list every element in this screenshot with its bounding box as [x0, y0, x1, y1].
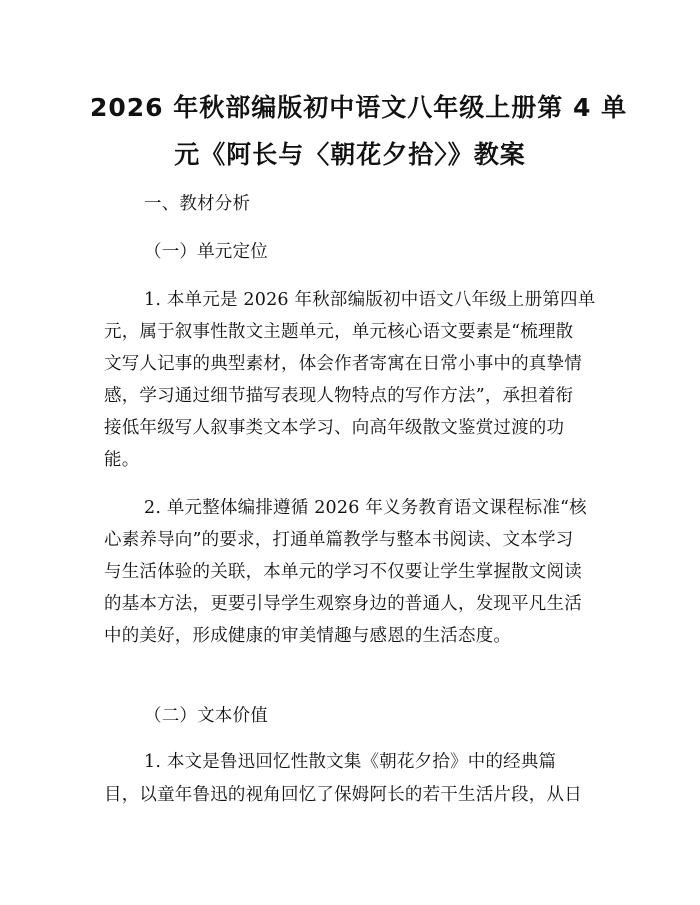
paragraph-2-line: 的基本方法，更要引导学生观察身边的普通人，发现平凡生活 [104, 594, 582, 614]
paragraph-2-line: 2. 单元整体编排遵循 2026 年义务教育语文课程标准“核 [144, 498, 587, 518]
document-title-line-1: 2026 年秋部编版初中语文八年级上册第 4 单 [90, 93, 628, 122]
paragraph-1-line: 文写人记事的典型素材，体会作者寄寓在日常小事中的真挚情 [104, 354, 582, 374]
section-heading-textbook-analysis: 一、教材分析 [144, 194, 251, 214]
paragraph-3-line: 目，以童年鲁迅的视角回忆了保姆阿长的若干生活片段，从日 [104, 785, 582, 805]
paragraph-1-line: 1. 本单元是 2026 年秋部编版初中语文八年级上册第四单 [144, 290, 596, 310]
paragraph-2-line: 心素养导向”的要求，打通单篇教学与整本书阅读、文本学习 [104, 530, 574, 550]
paragraph-1-line: 感，学习通过细节描写表现人物特点的写作方法”，承担着衔 [104, 386, 574, 406]
paragraph-1-line: 能。 [104, 450, 140, 470]
paragraph-2-line: 与生活体验的关联，本单元的学习不仅要让学生掌握散文阅读 [104, 562, 582, 582]
subsection-heading-text-value: （二）文本价值 [144, 706, 268, 726]
paragraph-1-line: 元，属于叙事性散文主题单元，单元核心语文要素是“梳理散 [104, 322, 574, 342]
paragraph-2-line: 中的美好，形成健康的审美情趣与感恩的生活态度。 [104, 626, 512, 646]
paragraph-3-line: 1. 本文是鲁迅回忆性散文集《朝花夕拾》中的经典篇 [144, 752, 557, 772]
subsection-heading-unit-positioning: （一）单元定位 [144, 242, 268, 262]
paragraph-1-line: 接低年级写人叙事类文本学习、向高年级散文鉴赏过渡的功 [104, 418, 565, 438]
document-title-line-2: 元《阿长与〈朝花夕拾〉》教案 [174, 140, 526, 169]
